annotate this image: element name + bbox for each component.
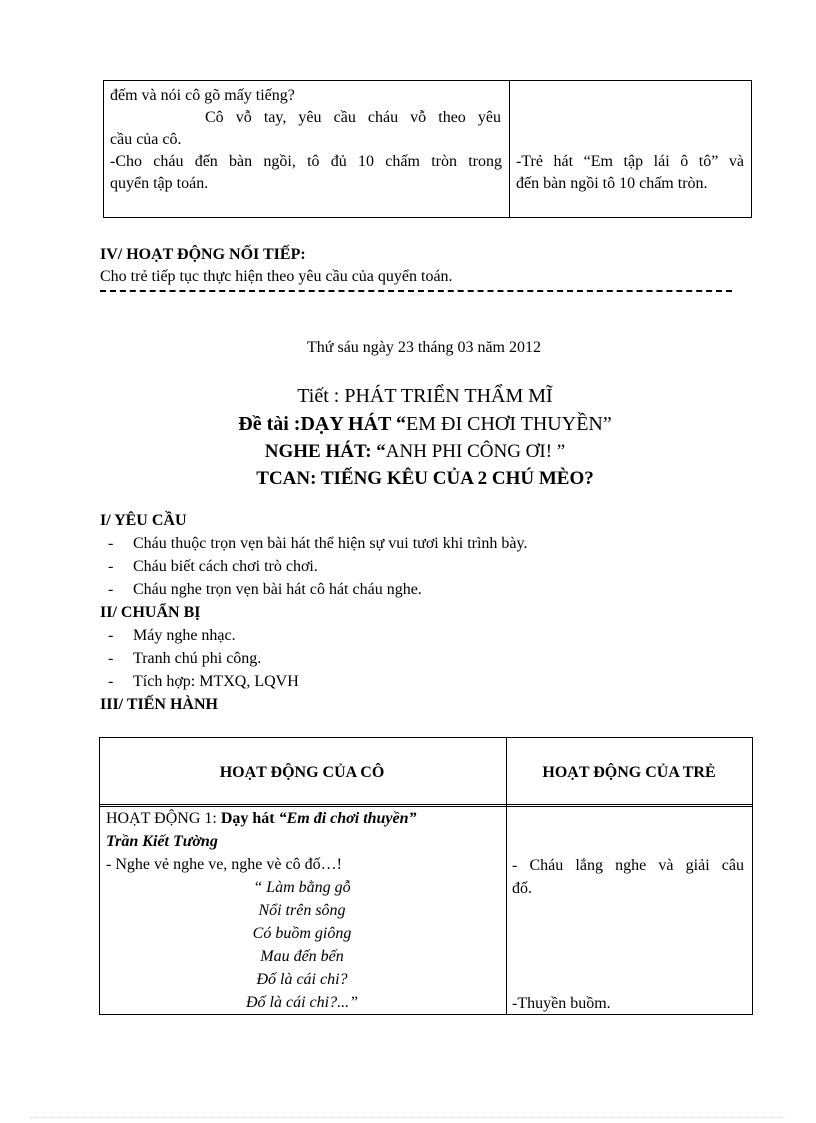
riddle-line: Mau đến bến [260, 948, 344, 965]
preparation-item: Máy nghe nhạc. [133, 627, 236, 644]
child-line-2: đến bàn ngồi tô 10 chấm tròn. [516, 175, 708, 192]
bullet-marker: - [108, 535, 114, 552]
riddle-line: Đố là cái chi?...” [246, 994, 358, 1011]
requirement-item: Cháu nghe trọn vẹn bài hát cô hát cháu nghe. [133, 581, 422, 598]
section-ii-heading: II/ CHUẨN BỊ [100, 604, 201, 621]
header-divider [100, 804, 752, 807]
page-edge [30, 1117, 786, 1118]
riddle-line: Nổi trên sông [258, 902, 346, 919]
activity-1-song: “Em đi chơi thuyền” [278, 810, 417, 827]
requirement-item: Cháu biết cách chơi trò chơi. [133, 558, 318, 575]
topic-title [0, 412, 816, 436]
activity-1-bold: Dạy hát [220, 810, 279, 827]
section-iii-heading: III/ TIẾN HÀNH [100, 696, 218, 713]
riddle-line: Đố là cái chi? [256, 971, 348, 988]
column-divider [509, 81, 510, 217]
topic-prefix: Đề tài :DẠY HÁT “ [238, 413, 407, 435]
teacher-line-4: -Cho cháu đến bàn ngồi, tô đủ 10 chấm tròn trong [110, 153, 502, 170]
section-iv-text: Cho trẻ tiếp tục thực hiện theo yêu cầu của quyển toán. [100, 268, 453, 285]
preparation-item: Tranh chú phi công. [133, 650, 262, 667]
child-line-1: -Trẻ hát “Em tập lái ô tô” và [516, 153, 744, 170]
separator-dashed [100, 290, 732, 292]
child-response-1: - Cháu lắng nghe và giải câu [512, 857, 744, 874]
riddle-intro: - Nghe vẻ nghe ve, nghe vè cô đố…! [106, 856, 342, 873]
preparation-item: Tích hợp: MTXQ, LQVH [133, 673, 299, 690]
date-line: Thứ sáu ngày 23 tháng 03 năm 2012 [307, 339, 541, 356]
topic-song: EM ĐI CHƠI THUYỀN” [406, 413, 612, 435]
teacher-line-1: đếm và nói cô gõ mấy tiếng? [110, 87, 295, 104]
requirement-item: Cháu thuộc trọn vẹn bài hát thể hiện sự vui tươi khi trình bày. [133, 535, 528, 552]
listening-title [0, 440, 816, 464]
listening-prefix: NGHE HÁT: “ [264, 441, 386, 462]
header-teacher-activity: HOẠT ĐỘNG CỦA CÔ [219, 764, 385, 781]
teacher-line-2: Cô vỗ tay, yêu cầu cháu vỗ theo yêu [205, 109, 501, 126]
teacher-line-3: cầu của cô. [110, 131, 182, 148]
bullet-marker: - [108, 558, 114, 575]
riddle-line: “ Làm bằng gỗ [253, 879, 351, 896]
bullet-marker: - [108, 650, 114, 667]
activity-1-title [106, 809, 417, 829]
game-title: TCAN: TIẾNG KÊU CỦA 2 CHÚ MÈO? [256, 468, 594, 489]
child-response-1-cont: đố. [512, 880, 532, 897]
riddle-line: Có buồm giông [252, 925, 352, 942]
section-i-heading: I/ YÊU CẦU [100, 512, 187, 529]
section-iv-heading: IV/ HOẠT ĐỘNG NỐI TIẾP: [100, 246, 306, 263]
song-author: Trần Kiết Tường [106, 833, 218, 850]
lesson-title: Tiết : PHÁT TRIỂN THẨM MĨ [297, 385, 553, 407]
activity-1-prefix: HOẠT ĐỘNG 1: [106, 810, 221, 827]
teacher-line-5: quyển tập toán. [110, 175, 209, 192]
bullet-marker: - [108, 581, 114, 598]
child-response-2: -Thuyền buồm. [512, 995, 611, 1012]
bullet-marker: - [108, 627, 114, 644]
bullet-marker: - [108, 673, 114, 690]
listening-song: ANH PHI CÔNG ƠI! ” [385, 441, 566, 462]
header-child-activity: HOẠT ĐỘNG CỦA TRẺ [542, 764, 716, 781]
